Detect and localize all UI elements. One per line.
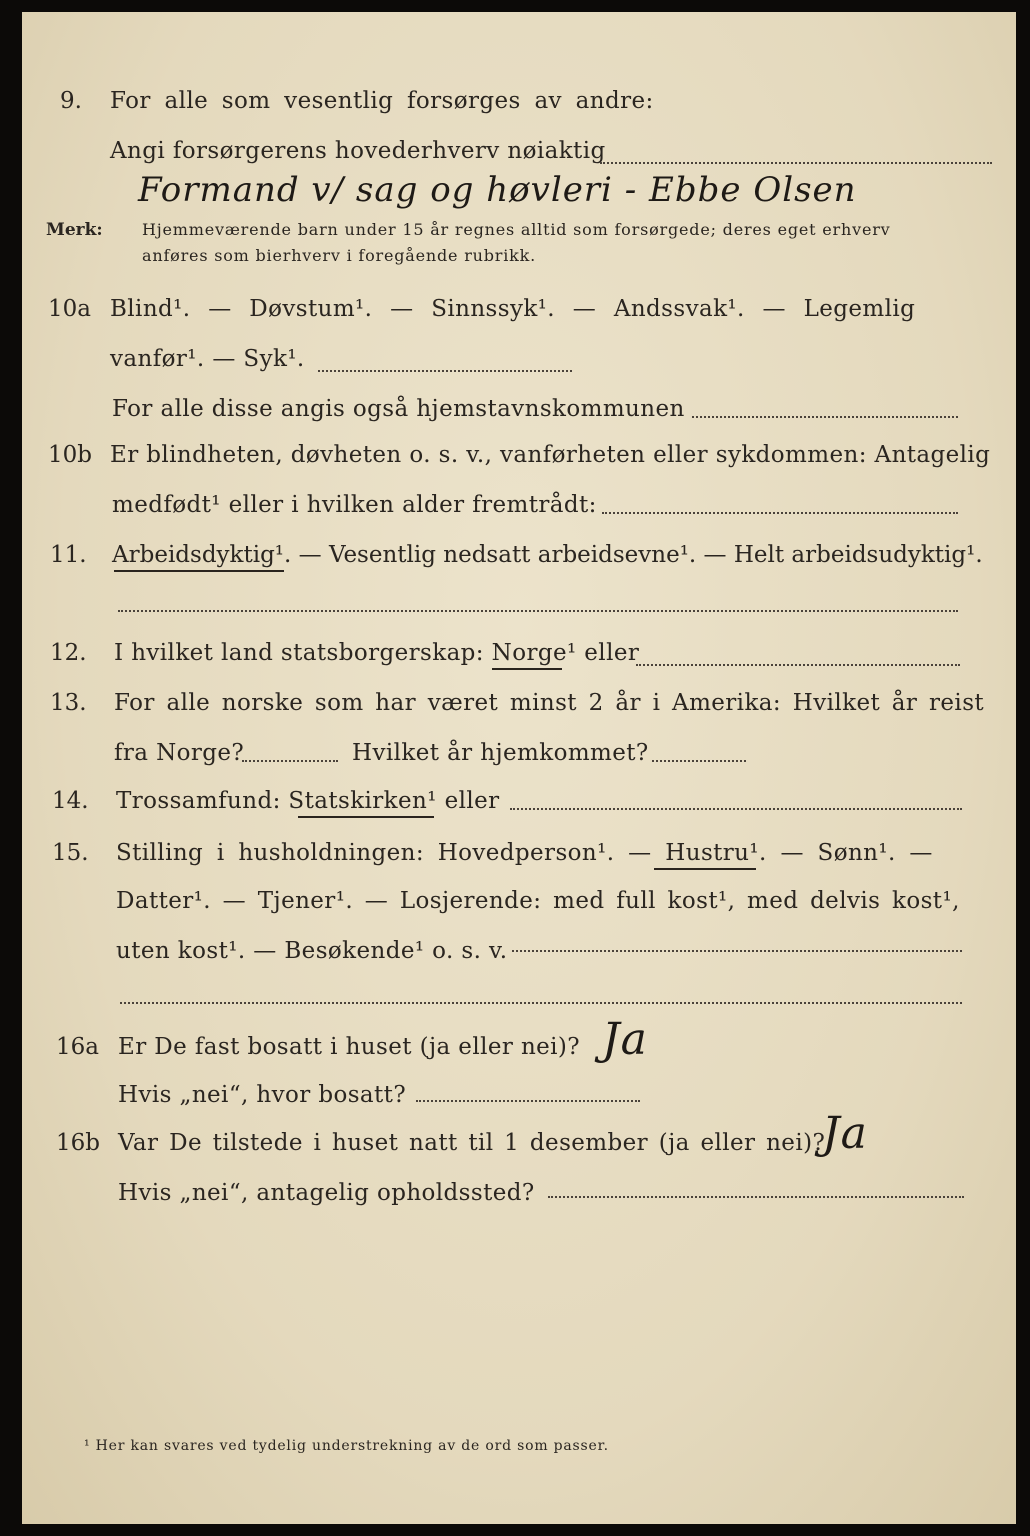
q9-answer-line <box>600 162 992 164</box>
q14-line1: Trossamfund: Statskirken¹ eller <box>116 788 500 814</box>
q15-number: 15. <box>52 840 89 866</box>
q15-answer-underline <box>654 868 756 870</box>
q10a-number: 10a <box>48 296 91 322</box>
q11-number: 11. <box>50 542 87 568</box>
q14-answer-underline <box>298 816 434 818</box>
q13-reist-line <box>242 760 338 762</box>
q12-answer-underline <box>492 668 562 670</box>
q16b-opholdssted-line <box>548 1196 964 1198</box>
q16b-number: 16b <box>56 1130 100 1156</box>
q12-other-line <box>636 664 960 666</box>
merk-line1: Hjemmeværende barn under 15 år regnes alltid som forsørgede; deres eget erhverv <box>142 220 891 239</box>
q9-number: 9. <box>60 88 82 114</box>
q13-number: 13. <box>50 690 87 716</box>
q16a-handwritten-answer: Ja <box>602 1014 648 1065</box>
q14-number: 14. <box>52 788 89 814</box>
census-form-page <box>22 12 1016 1524</box>
q14-other-line <box>510 808 962 810</box>
q9-handwritten-answer: Formand v/ sag og høvleri - Ebbe Olsen <box>138 170 857 210</box>
q16b-line1: Var De tilstede i huset natt til 1 desember (ja eller nei)? <box>118 1130 826 1156</box>
q16a-line2: Hvis „nei“, hvor bosatt? <box>118 1082 407 1108</box>
q15-line1: Stilling i husholdningen: Hovedperson¹. — Hustru¹. — Sønn¹. — <box>116 840 933 866</box>
q10b-line2: medfødt¹ eller i hvilken alder fremtrådt: <box>112 492 597 518</box>
q12-line1: I hvilket land statsborgerskap: Norge¹ eller <box>114 640 640 666</box>
q10a-line3: For alle disse angis også hjemstavnskommunen <box>112 396 685 422</box>
q15-other-line <box>512 950 962 952</box>
q10b-alder-line <box>602 512 958 514</box>
q16b-handwritten-answer: Ja <box>822 1108 868 1159</box>
q10a-line2: vanfør¹. — Syk¹. <box>110 346 305 372</box>
q16a-number: 16a <box>56 1034 99 1060</box>
q15-extra-line <box>120 1002 962 1004</box>
q10a-syk-line <box>318 370 572 372</box>
q16b-line2: Hvis „nei“, antagelig opholdssted? <box>118 1180 535 1206</box>
q9-line1: For alle som vesentlig forsørges av andre: <box>110 88 654 114</box>
q10b-line1: Er blindheten, døvheten o. s. v., vanførheten eller sykdommen: Antagelig <box>110 442 991 468</box>
q13-line2a: fra Norge? <box>114 740 245 766</box>
q13-line2b: Hvilket år hjemkommet? <box>352 740 649 766</box>
q11-extra-line <box>118 610 958 612</box>
q13-line1: For alle norske som har været minst 2 år i Amerika: Hvilket år reist <box>114 690 985 716</box>
q11-answer-underline <box>114 570 284 572</box>
q10a-hjemstavn-line <box>692 416 958 418</box>
q9-line2: Angi forsørgerens hovederhverv nøiaktig <box>110 138 606 164</box>
q13-hjemkommet-line <box>652 760 746 762</box>
q12-number: 12. <box>50 640 87 666</box>
q11-line1: Arbeidsdyktig¹. — Vesentlig nedsatt arbeidsevne¹. — Helt arbeidsudyktig¹. <box>112 542 983 568</box>
q16a-line1: Er De fast bosatt i huset (ja eller nei)? <box>118 1034 581 1060</box>
q16a-bosatt-line <box>416 1100 640 1102</box>
q10b-number: 10b <box>48 442 92 468</box>
q15-line3: uten kost¹. — Besøkende¹ o. s. v. <box>116 938 508 964</box>
merk-line2: anføres som bierhverv i foregående rubrikk. <box>142 246 537 265</box>
footnote: ¹ Her kan svares ved tydelig understrekning av de ord som passer. <box>84 1438 609 1454</box>
merk-label: Merk: <box>46 220 103 240</box>
q10a-line1: Blind¹. — Døvstum¹. — Sinnssyk¹. — Andssvak¹. — Legemlig <box>110 296 916 322</box>
q15-line2: Datter¹. — Tjener¹. — Losjerende: med full kost¹, med delvis kost¹, <box>116 888 960 914</box>
